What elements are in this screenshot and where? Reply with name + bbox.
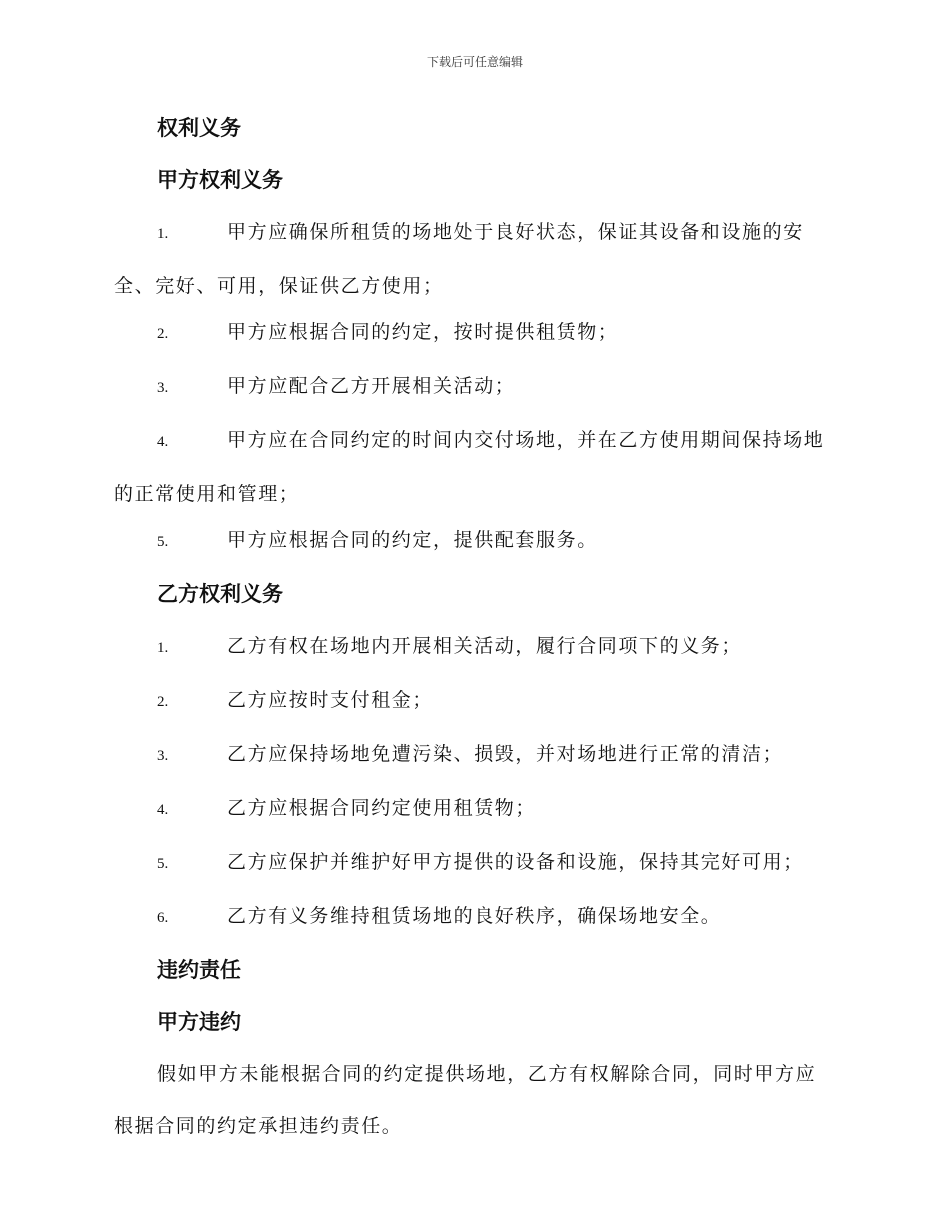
item-number: 4. xyxy=(157,802,169,818)
party-a-item-5 xyxy=(114,520,836,562)
party-b-item-3 xyxy=(114,734,836,776)
party-a-item-1 xyxy=(114,206,836,312)
item-number: 4. xyxy=(157,434,169,450)
item-number: 5. xyxy=(157,856,169,872)
item-text: 乙方应保护并维护好甲方提供的设备和设施，保持其完好可用； xyxy=(227,851,804,873)
item-text: 甲方应根据合同的约定，按时提供租赁物； xyxy=(227,321,619,343)
item-text: 甲方应确保所租赁的场地处于良好状态，保证其设备和设施的安全、完好、可用，保证供乙方使用； xyxy=(114,221,804,297)
item-text: 甲方应根据合同的约定，提供配套服务。 xyxy=(227,529,598,551)
party-b-item-1 xyxy=(114,626,836,668)
item-number: 1. xyxy=(157,640,169,656)
item-text: 乙方应根据合同约定使用租赁物； xyxy=(227,797,537,819)
item-text: 甲方应配合乙方开展相关活动； xyxy=(227,375,516,397)
party-a-item-3 xyxy=(114,366,836,408)
item-number: 3. xyxy=(157,748,169,764)
item-number: 3. xyxy=(157,380,169,396)
section-title-party-a: 甲方权利义务 xyxy=(157,168,283,192)
item-number: 5. xyxy=(157,534,169,550)
party-b-item-2 xyxy=(114,680,836,722)
section-title-breach: 违约责任 xyxy=(157,958,241,982)
party-a-item-4 xyxy=(114,414,836,520)
item-text: 乙方应按时支付租金； xyxy=(227,689,434,711)
item-text: 乙方有权在场地内开展相关活动，履行合同项下的义务； xyxy=(227,635,743,657)
party-b-item-5 xyxy=(114,842,836,884)
page-header: 下载后可任意编辑 xyxy=(426,55,523,69)
section-title-party-b: 乙方权利义务 xyxy=(157,582,283,606)
party-b-item-4 xyxy=(114,788,836,830)
item-text: 乙方应保持场地免遭污染、损毁，并对场地进行正常的清洁； xyxy=(227,743,784,765)
item-text: 乙方有义务维持租赁场地的良好秩序，确保场地安全。 xyxy=(227,905,722,927)
party-a-breach-paragraph: 假如甲方未能根据合同的约定提供场地，乙方有权解除合同，同时甲方应根据合同的约定承担违约责任。 xyxy=(114,1063,817,1137)
item-number: 2. xyxy=(157,326,169,342)
party-a-item-2 xyxy=(114,312,836,354)
party-b-item-6 xyxy=(114,896,836,938)
item-number: 2. xyxy=(157,694,169,710)
item-text: 甲方应在合同约定的时间内交付场地，并在乙方使用期间保持场地的正常使用和管理； xyxy=(114,429,825,505)
item-number: 6. xyxy=(157,910,169,926)
section-title-rights: 权利义务 xyxy=(157,116,241,140)
section-title-party-a-breach: 甲方违约 xyxy=(157,1010,241,1034)
document-body xyxy=(114,108,836,1152)
item-number: 1. xyxy=(157,226,169,242)
